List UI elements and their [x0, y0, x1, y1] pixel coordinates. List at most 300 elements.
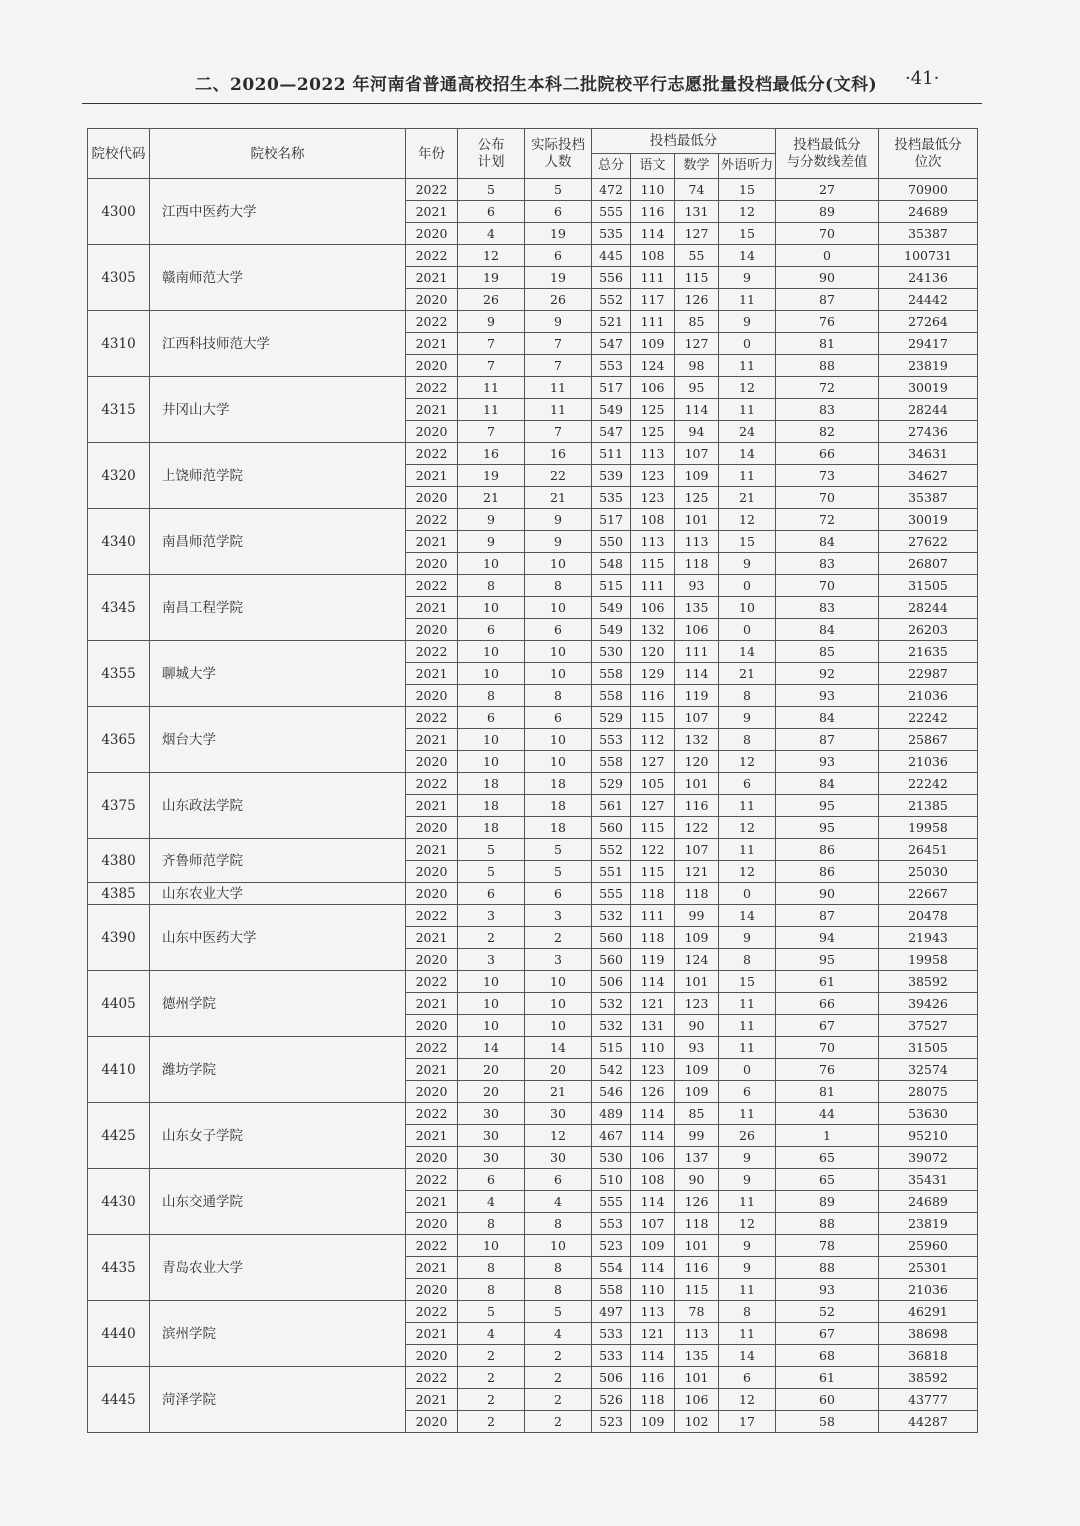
cell-total: 558: [592, 751, 631, 773]
cell-total: 539: [592, 465, 631, 487]
cell-plan: 6: [458, 619, 525, 641]
cell-math: 85: [675, 1103, 719, 1125]
cell-chinese: 108: [631, 245, 675, 267]
cell-diff: 65: [776, 1147, 879, 1169]
cell-foreign: 11: [719, 993, 776, 1015]
cell-chinese: 119: [631, 949, 675, 971]
cell-chinese: 109: [631, 1411, 675, 1433]
cell-total: 529: [592, 707, 631, 729]
cell-rank: 21036: [879, 1279, 978, 1301]
cell-year: 2020: [406, 223, 458, 245]
cell-actual: 10: [525, 663, 592, 685]
cell-diff: 81: [776, 1081, 879, 1103]
cell-chinese: 110: [631, 179, 675, 201]
cell-actual: 5: [525, 861, 592, 883]
cell-math: 99: [675, 1125, 719, 1147]
cell-plan: 2: [458, 927, 525, 949]
cell-year: 2022: [406, 1301, 458, 1323]
cell-rank: 39426: [879, 993, 978, 1015]
cell-year: 2021: [406, 333, 458, 355]
cell-chinese: 116: [631, 1367, 675, 1389]
cell-rank: 21943: [879, 927, 978, 949]
cell-math: 101: [675, 509, 719, 531]
school-name: 上饶师范学院: [150, 443, 406, 509]
cell-diff: 78: [776, 1235, 879, 1257]
cell-total: 530: [592, 1147, 631, 1169]
cell-actual: 14: [525, 1037, 592, 1059]
cell-year: 2022: [406, 1103, 458, 1125]
cell-foreign: 14: [719, 1345, 776, 1367]
cell-total: 506: [592, 1367, 631, 1389]
admission-score-table: [87, 128, 978, 1433]
cell-rank: 39072: [879, 1147, 978, 1169]
cell-diff: 86: [776, 861, 879, 883]
cell-rank: 46291: [879, 1301, 978, 1323]
cell-year: 2022: [406, 311, 458, 333]
cell-total: 547: [592, 333, 631, 355]
cell-foreign: 9: [719, 553, 776, 575]
cell-year: 2021: [406, 1323, 458, 1345]
cell-plan: 8: [458, 1257, 525, 1279]
cell-chinese: 121: [631, 1323, 675, 1345]
school-code: 4365: [88, 707, 150, 773]
cell-diff: 84: [776, 773, 879, 795]
cell-total: 556: [592, 267, 631, 289]
cell-diff: 1: [776, 1125, 879, 1147]
cell-total: 515: [592, 1037, 631, 1059]
cell-math: 116: [675, 1257, 719, 1279]
cell-foreign: 11: [719, 465, 776, 487]
cell-actual: 18: [525, 773, 592, 795]
cell-chinese: 131: [631, 1015, 675, 1037]
cell-chinese: 107: [631, 1213, 675, 1235]
cell-total: 558: [592, 685, 631, 707]
cell-year: 2022: [406, 773, 458, 795]
cell-foreign: 0: [719, 1059, 776, 1081]
cell-plan: 3: [458, 905, 525, 927]
cell-chinese: 111: [631, 311, 675, 333]
cell-plan: 30: [458, 1147, 525, 1169]
cell-actual: 10: [525, 751, 592, 773]
cell-foreign: 11: [719, 839, 776, 861]
cell-plan: 3: [458, 949, 525, 971]
cell-chinese: 127: [631, 751, 675, 773]
cell-chinese: 113: [631, 531, 675, 553]
cell-foreign: 8: [719, 949, 776, 971]
cell-chinese: 122: [631, 839, 675, 861]
cell-math: 99: [675, 905, 719, 927]
table-row: [88, 773, 978, 795]
cell-plan: 8: [458, 1213, 525, 1235]
cell-total: 547: [592, 421, 631, 443]
cell-rank: 27264: [879, 311, 978, 333]
cell-diff: 82: [776, 421, 879, 443]
cell-math: 109: [675, 1081, 719, 1103]
cell-chinese: 111: [631, 575, 675, 597]
cell-chinese: 113: [631, 1301, 675, 1323]
cell-foreign: 12: [719, 817, 776, 839]
cell-actual: 18: [525, 817, 592, 839]
cell-diff: 0: [776, 245, 879, 267]
cell-diff: 66: [776, 993, 879, 1015]
cell-year: 2022: [406, 575, 458, 597]
cell-diff: 89: [776, 1191, 879, 1213]
cell-year: 2020: [406, 553, 458, 575]
cell-foreign: 12: [719, 861, 776, 883]
cell-rank: 53630: [879, 1103, 978, 1125]
cell-diff: 65: [776, 1169, 879, 1191]
cell-actual: 12: [525, 1125, 592, 1147]
cell-foreign: 0: [719, 333, 776, 355]
cell-diff: 72: [776, 377, 879, 399]
cell-diff: 61: [776, 971, 879, 993]
cell-diff: 44: [776, 1103, 879, 1125]
cell-actual: 4: [525, 1191, 592, 1213]
table-row: [88, 1103, 978, 1125]
cell-chinese: 125: [631, 421, 675, 443]
cell-chinese: 115: [631, 861, 675, 883]
cell-foreign: 11: [719, 1191, 776, 1213]
cell-plan: 11: [458, 399, 525, 421]
cell-foreign: 9: [719, 1169, 776, 1191]
cell-plan: 19: [458, 465, 525, 487]
cell-chinese: 105: [631, 773, 675, 795]
cell-plan: 10: [458, 1015, 525, 1037]
cell-year: 2021: [406, 1125, 458, 1147]
cell-math: 127: [675, 333, 719, 355]
cell-total: 553: [592, 729, 631, 751]
cell-rank: 28244: [879, 399, 978, 421]
cell-rank: 25960: [879, 1235, 978, 1257]
cell-plan: 4: [458, 1191, 525, 1213]
cell-actual: 5: [525, 839, 592, 861]
cell-rank: 21385: [879, 795, 978, 817]
cell-year: 2021: [406, 1389, 458, 1411]
school-name: 德州学院: [150, 971, 406, 1037]
school-code: 4410: [88, 1037, 150, 1103]
cell-chinese: 115: [631, 553, 675, 575]
cell-math: 137: [675, 1147, 719, 1169]
cell-diff: 87: [776, 905, 879, 927]
cell-math: 115: [675, 1279, 719, 1301]
school-code: 4340: [88, 509, 150, 575]
cell-chinese: 106: [631, 597, 675, 619]
school-code: 4405: [88, 971, 150, 1037]
cell-rank: 35431: [879, 1169, 978, 1191]
cell-year: 2022: [406, 443, 458, 465]
cell-actual: 8: [525, 1213, 592, 1235]
cell-year: 2020: [406, 1213, 458, 1235]
cell-actual: 6: [525, 707, 592, 729]
school-code: 4385: [88, 883, 150, 905]
cell-total: 526: [592, 1389, 631, 1411]
school-name: 潍坊学院: [150, 1037, 406, 1103]
school-name: 青岛农业大学: [150, 1235, 406, 1301]
cell-actual: 10: [525, 553, 592, 575]
cell-total: 546: [592, 1081, 631, 1103]
school-name: 山东女子学院: [150, 1103, 406, 1169]
cell-plan: 30: [458, 1125, 525, 1147]
cell-chinese: 108: [631, 1169, 675, 1191]
cell-diff: 88: [776, 1257, 879, 1279]
cell-foreign: 21: [719, 663, 776, 685]
col-header-actual: 实际投档 人数: [525, 129, 592, 179]
cell-rank: 25030: [879, 861, 978, 883]
cell-diff: 83: [776, 399, 879, 421]
cell-actual: 2: [525, 1345, 592, 1367]
school-name: 井冈山大学: [150, 377, 406, 443]
cell-math: 95: [675, 377, 719, 399]
cell-diff: 84: [776, 707, 879, 729]
cell-actual: 7: [525, 421, 592, 443]
cell-math: 135: [675, 597, 719, 619]
cell-math: 106: [675, 619, 719, 641]
table-row: [88, 245, 978, 267]
cell-plan: 10: [458, 597, 525, 619]
cell-math: 109: [675, 465, 719, 487]
cell-actual: 6: [525, 619, 592, 641]
cell-actual: 20: [525, 1059, 592, 1081]
cell-foreign: 11: [719, 1323, 776, 1345]
col-header-foreign: 外语听力: [719, 154, 776, 179]
cell-foreign: 10: [719, 597, 776, 619]
school-name: 齐鲁师范学院: [150, 839, 406, 883]
cell-foreign: 11: [719, 1279, 776, 1301]
cell-plan: 18: [458, 795, 525, 817]
cell-year: 2021: [406, 839, 458, 861]
cell-foreign: 11: [719, 1037, 776, 1059]
cell-year: 2020: [406, 883, 458, 905]
cell-foreign: 0: [719, 575, 776, 597]
table-row: [88, 1235, 978, 1257]
cell-math: 85: [675, 311, 719, 333]
cell-actual: 6: [525, 201, 592, 223]
table-row: [88, 971, 978, 993]
cell-math: 94: [675, 421, 719, 443]
cell-rank: 28075: [879, 1081, 978, 1103]
cell-math: 126: [675, 1191, 719, 1213]
cell-rank: 26203: [879, 619, 978, 641]
cell-year: 2021: [406, 729, 458, 751]
cell-math: 101: [675, 971, 719, 993]
cell-rank: 23819: [879, 355, 978, 377]
cell-actual: 2: [525, 1411, 592, 1433]
cell-year: 2021: [406, 267, 458, 289]
cell-foreign: 15: [719, 971, 776, 993]
cell-year: 2020: [406, 949, 458, 971]
cell-diff: 70: [776, 487, 879, 509]
cell-rank: 21036: [879, 685, 978, 707]
cell-rank: 26451: [879, 839, 978, 861]
cell-year: 2021: [406, 465, 458, 487]
cell-rank: 19958: [879, 817, 978, 839]
cell-year: 2022: [406, 1169, 458, 1191]
cell-year: 2020: [406, 1411, 458, 1433]
cell-total: 511: [592, 443, 631, 465]
cell-chinese: 115: [631, 707, 675, 729]
cell-plan: 10: [458, 1235, 525, 1257]
cell-rank: 22242: [879, 773, 978, 795]
cell-rank: 31505: [879, 575, 978, 597]
cell-plan: 4: [458, 223, 525, 245]
cell-year: 2022: [406, 641, 458, 663]
school-code: 4305: [88, 245, 150, 311]
table-row: [88, 707, 978, 729]
cell-actual: 21: [525, 487, 592, 509]
cell-foreign: 12: [719, 751, 776, 773]
cell-plan: 2: [458, 1389, 525, 1411]
cell-diff: 72: [776, 509, 879, 531]
cell-actual: 8: [525, 575, 592, 597]
cell-rank: 38698: [879, 1323, 978, 1345]
cell-foreign: 9: [719, 707, 776, 729]
cell-diff: 66: [776, 443, 879, 465]
cell-plan: 10: [458, 641, 525, 663]
col-header-rank: 投档最低分 位次: [879, 129, 978, 179]
cell-foreign: 12: [719, 201, 776, 223]
cell-year: 2021: [406, 795, 458, 817]
school-name: 菏泽学院: [150, 1367, 406, 1433]
cell-diff: 84: [776, 619, 879, 641]
cell-diff: 60: [776, 1389, 879, 1411]
cell-plan: 26: [458, 289, 525, 311]
cell-diff: 87: [776, 289, 879, 311]
cell-diff: 93: [776, 1279, 879, 1301]
col-header-total: 总分: [592, 154, 631, 179]
cell-plan: 6: [458, 883, 525, 905]
cell-chinese: 126: [631, 1081, 675, 1103]
cell-chinese: 111: [631, 267, 675, 289]
cell-year: 2021: [406, 597, 458, 619]
cell-plan: 30: [458, 1103, 525, 1125]
cell-chinese: 114: [631, 1103, 675, 1125]
cell-actual: 8: [525, 1279, 592, 1301]
cell-total: 535: [592, 487, 631, 509]
cell-total: 529: [592, 773, 631, 795]
cell-diff: 70: [776, 223, 879, 245]
cell-actual: 11: [525, 377, 592, 399]
cell-math: 109: [675, 927, 719, 949]
cell-total: 549: [592, 619, 631, 641]
cell-chinese: 114: [631, 971, 675, 993]
cell-math: 93: [675, 575, 719, 597]
cell-plan: 7: [458, 421, 525, 443]
school-name: 南昌工程学院: [150, 575, 406, 641]
admission-score-table-container: [87, 128, 977, 1433]
cell-chinese: 125: [631, 399, 675, 421]
cell-math: 113: [675, 531, 719, 553]
cell-total: 532: [592, 993, 631, 1015]
cell-total: 561: [592, 795, 631, 817]
school-code: 4445: [88, 1367, 150, 1433]
cell-chinese: 114: [631, 223, 675, 245]
cell-math: 101: [675, 1235, 719, 1257]
cell-year: 2022: [406, 707, 458, 729]
cell-actual: 10: [525, 971, 592, 993]
cell-chinese: 115: [631, 817, 675, 839]
cell-rank: 100731: [879, 245, 978, 267]
cell-year: 2021: [406, 1257, 458, 1279]
cell-plan: 10: [458, 993, 525, 1015]
cell-total: 467: [592, 1125, 631, 1147]
cell-foreign: 17: [719, 1411, 776, 1433]
cell-rank: 22667: [879, 883, 978, 905]
cell-total: 555: [592, 201, 631, 223]
cell-math: 90: [675, 1169, 719, 1191]
cell-math: 90: [675, 1015, 719, 1037]
cell-math: 93: [675, 1037, 719, 1059]
cell-actual: 2: [525, 1389, 592, 1411]
cell-plan: 2: [458, 1367, 525, 1389]
cell-math: 102: [675, 1411, 719, 1433]
cell-total: 560: [592, 817, 631, 839]
cell-diff: 95: [776, 949, 879, 971]
cell-chinese: 108: [631, 509, 675, 531]
cell-year: 2021: [406, 399, 458, 421]
cell-year: 2021: [406, 663, 458, 685]
cell-foreign: 11: [719, 399, 776, 421]
cell-year: 2020: [406, 861, 458, 883]
cell-chinese: 117: [631, 289, 675, 311]
cell-plan: 2: [458, 1411, 525, 1433]
cell-year: 2022: [406, 971, 458, 993]
cell-rank: 25867: [879, 729, 978, 751]
cell-plan: 9: [458, 509, 525, 531]
cell-foreign: 6: [719, 773, 776, 795]
cell-actual: 5: [525, 179, 592, 201]
cell-foreign: 0: [719, 883, 776, 905]
cell-foreign: 12: [719, 1213, 776, 1235]
school-name: 山东农业大学: [150, 883, 406, 905]
cell-math: 114: [675, 399, 719, 421]
cell-diff: 90: [776, 883, 879, 905]
cell-math: 122: [675, 817, 719, 839]
cell-actual: 7: [525, 333, 592, 355]
cell-actual: 22: [525, 465, 592, 487]
cell-foreign: 14: [719, 905, 776, 927]
cell-year: 2022: [406, 905, 458, 927]
cell-plan: 10: [458, 751, 525, 773]
cell-year: 2020: [406, 355, 458, 377]
cell-actual: 10: [525, 1235, 592, 1257]
cell-rank: 70900: [879, 179, 978, 201]
cell-foreign: 9: [719, 1257, 776, 1279]
cell-year: 2020: [406, 1279, 458, 1301]
cell-math: 120: [675, 751, 719, 773]
cell-diff: 73: [776, 465, 879, 487]
cell-chinese: 123: [631, 465, 675, 487]
cell-math: 126: [675, 289, 719, 311]
cell-rank: 27622: [879, 531, 978, 553]
cell-math: 118: [675, 883, 719, 905]
cell-actual: 19: [525, 267, 592, 289]
cell-total: 555: [592, 883, 631, 905]
cell-total: 560: [592, 949, 631, 971]
cell-plan: 5: [458, 179, 525, 201]
cell-actual: 10: [525, 1015, 592, 1037]
school-name: 烟台大学: [150, 707, 406, 773]
cell-diff: 70: [776, 575, 879, 597]
cell-diff: 88: [776, 1213, 879, 1235]
cell-total: 552: [592, 839, 631, 861]
cell-diff: 95: [776, 817, 879, 839]
cell-rank: 21036: [879, 751, 978, 773]
cell-total: 560: [592, 927, 631, 949]
school-code: 4310: [88, 311, 150, 377]
cell-diff: 93: [776, 685, 879, 707]
cell-math: 118: [675, 1213, 719, 1235]
cell-actual: 16: [525, 443, 592, 465]
